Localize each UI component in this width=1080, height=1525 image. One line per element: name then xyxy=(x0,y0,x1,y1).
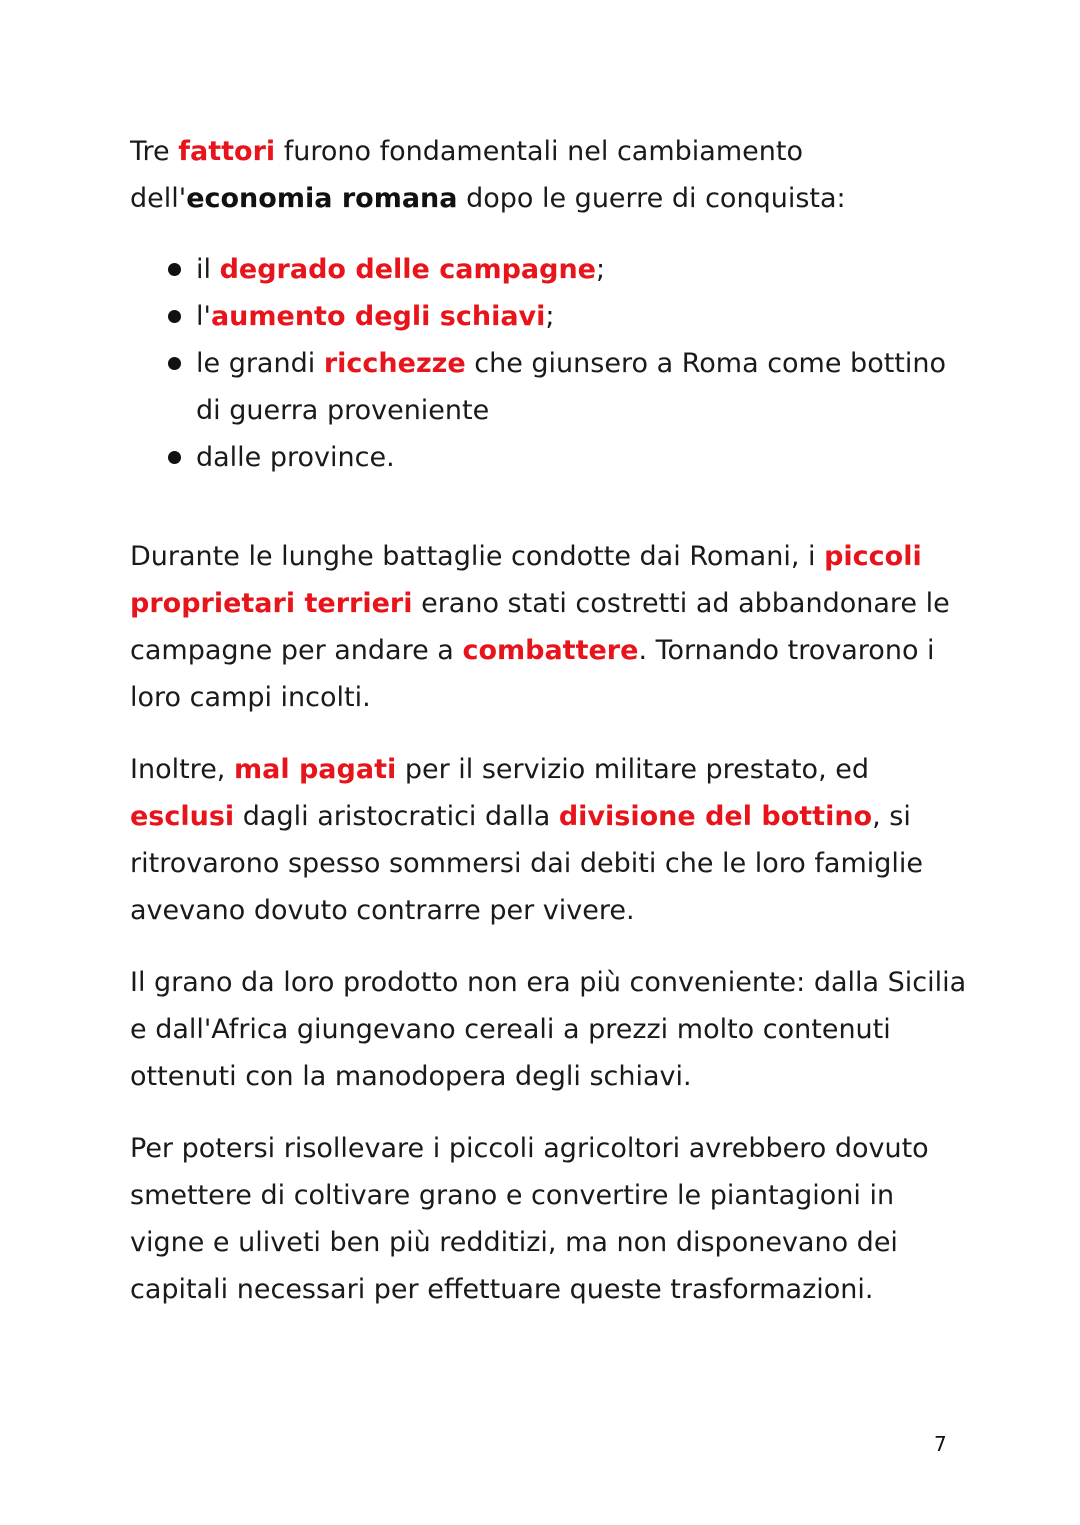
highlight-combattere: combattere xyxy=(462,635,639,666)
list-item-text: che giunsero a Roma come bottino di guerra proveniente xyxy=(196,348,947,426)
intro-bold-economia: economia romana xyxy=(186,183,458,214)
intro-text-2: furono fondamentali nel cambiamento dell' xyxy=(130,136,803,214)
paragraph-text: Durante le lunghe battaglie condotte dai Romani, i xyxy=(130,541,825,572)
list-item-highlight: aumento degli schiavi xyxy=(210,301,546,332)
paragraph-mal-pagati xyxy=(130,746,970,934)
paragraph-text: . Tornando trovarono i loro campi incolti. xyxy=(130,635,935,713)
document-page xyxy=(130,128,970,1338)
highlight-mal-pagati: mal pagati xyxy=(233,754,397,785)
factors-list xyxy=(130,246,970,481)
paragraph-battaglie xyxy=(130,533,970,721)
highlight-esclusi: esclusi xyxy=(130,801,235,832)
paragraph-text: Inoltre, xyxy=(130,754,234,785)
list-item-highlight: ricchezze xyxy=(323,348,466,379)
paragraph-grano: Il grano da loro prodotto non era più conveniente: dalla Sicilia e dall'Africa giungevano cereali a prezzi molto contenuti ottenuti con la manodopera degli schiavi. xyxy=(130,967,967,1092)
highlight-divisione-bottino: divisione del bottino xyxy=(558,801,873,832)
paragraph-text: , si ritrovarono spesso sommersi dai debiti che le loro famiglie avevano dovuto contrarre per vivere. xyxy=(130,801,923,926)
bullet-icon xyxy=(168,357,181,370)
list-item xyxy=(130,246,970,293)
intro-highlight-fattori: fattori xyxy=(178,136,276,167)
paragraph-agricoltori: Per potersi risollevare i piccoli agricoltori avrebbero dovuto smettere di coltivare grano e convertire le piantagioni in vigne e uliveti ben più redditizi, ma non disponevano dei capitali necessari per effettuare queste trasformazioni. xyxy=(130,1133,929,1305)
intro-text-3: dopo le guerre di conquista: xyxy=(457,183,846,214)
bullet-icon xyxy=(168,451,181,464)
bullet-icon xyxy=(168,310,181,323)
highlight-piccoli-proprietari: piccoli proprietari terrieri xyxy=(130,541,922,619)
paragraph-text: per il servizio militare prestato, ed xyxy=(396,754,869,785)
page-number: 7 xyxy=(934,1432,947,1456)
list-item xyxy=(130,340,970,434)
list-item-text: ; xyxy=(545,301,555,332)
bullet-icon xyxy=(168,263,181,276)
list-item-highlight: degrado delle campagne xyxy=(219,254,596,285)
intro-text-1: Tre xyxy=(130,136,179,167)
list-item-text: l' xyxy=(196,301,211,332)
list-item xyxy=(130,434,970,481)
list-item-text: il xyxy=(196,254,220,285)
list-item xyxy=(130,293,970,340)
paragraph-text: erano stati costretti ad abbandonare le campagne per andare a xyxy=(130,588,950,666)
list-item-text: ; xyxy=(596,254,606,285)
list-item-text: dalle province. xyxy=(196,442,395,473)
paragraph-text: dagli aristocratici dalla xyxy=(234,801,559,832)
intro-paragraph xyxy=(130,128,970,222)
list-item-text: le grandi xyxy=(196,348,324,379)
